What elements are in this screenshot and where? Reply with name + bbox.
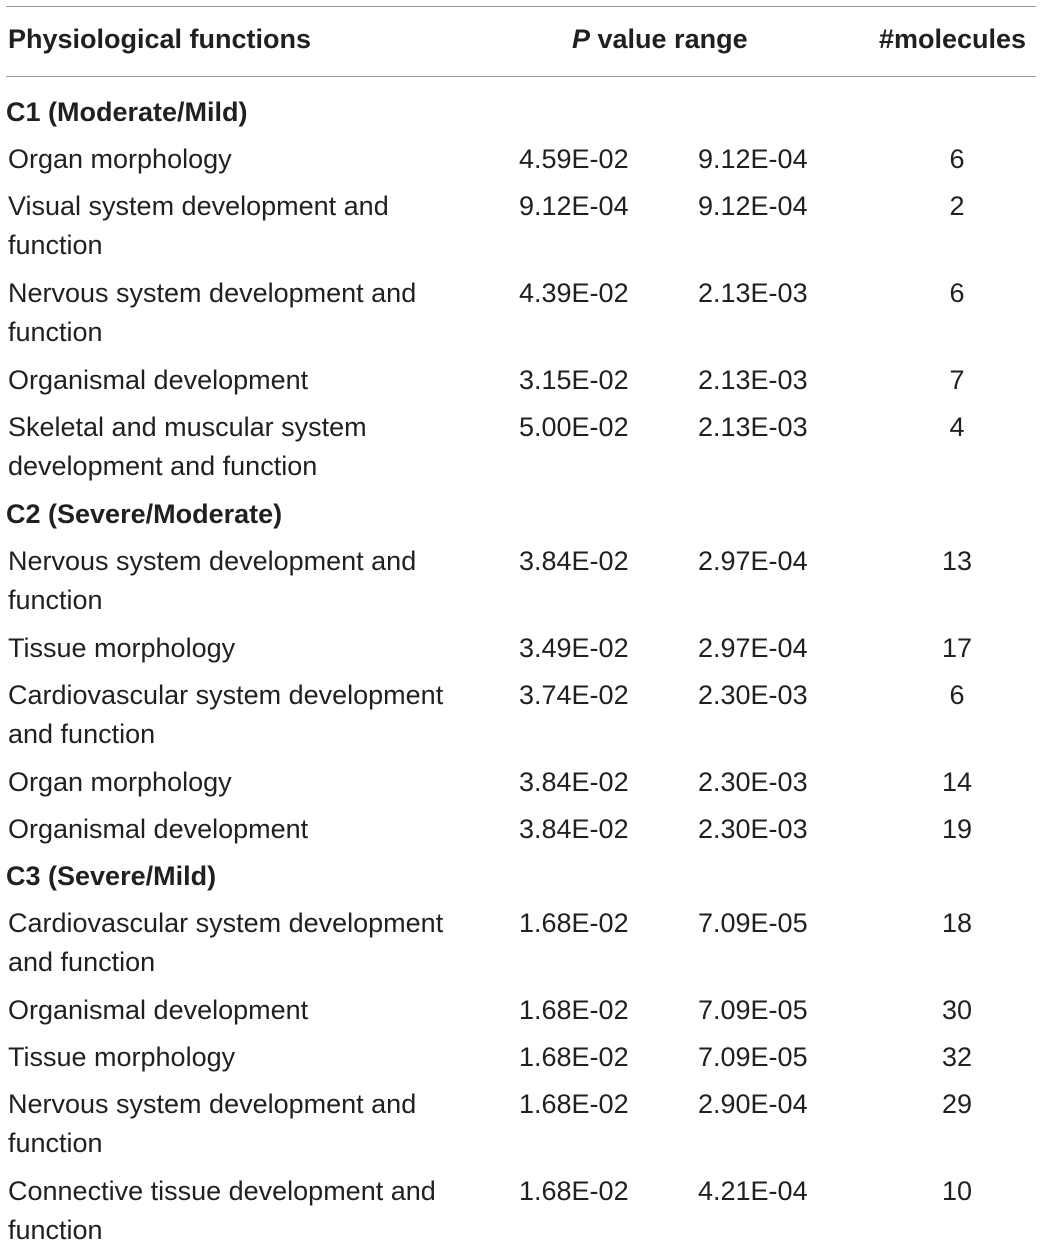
p-value-from-cell: 1.68E-02 bbox=[519, 995, 629, 1025]
function-cell: Skeletal and muscular system development and function bbox=[8, 412, 367, 481]
molecules-cell: 2 bbox=[949, 191, 965, 221]
p-value-from-cell: 1.68E-02 bbox=[519, 908, 629, 938]
molecules-cell: 29 bbox=[941, 1089, 973, 1119]
p-value-to-cell: 2.97E-04 bbox=[698, 546, 808, 576]
p-value-from-cell: 1.68E-02 bbox=[519, 1089, 629, 1119]
table-row bbox=[0, 676, 1042, 763]
function-cell: Organ morphology bbox=[8, 767, 232, 797]
molecules-cell: 32 bbox=[941, 1042, 973, 1072]
table-row bbox=[0, 542, 1042, 629]
molecules-cell: 10 bbox=[941, 1176, 973, 1206]
function-cell: Tissue morphology bbox=[8, 633, 236, 663]
molecules-cell: 6 bbox=[949, 144, 965, 174]
p-value-from-cell: 3.74E-02 bbox=[519, 680, 629, 710]
table-header bbox=[0, 24, 1042, 60]
p-value-from-cell: 3.49E-02 bbox=[519, 633, 629, 663]
p-value-from-cell: 1.68E-02 bbox=[519, 1042, 629, 1072]
p-value-to-cell: 2.13E-03 bbox=[698, 412, 808, 442]
function-cell: Organismal development bbox=[8, 995, 309, 1025]
function-cell: Organismal development bbox=[8, 365, 309, 395]
header-p-rest: value range bbox=[590, 24, 748, 54]
molecules-cell: 13 bbox=[941, 546, 973, 576]
p-value-from-cell: 4.59E-02 bbox=[519, 144, 629, 174]
p-value-to-cell: 4.21E-04 bbox=[698, 1176, 808, 1206]
p-value-to-cell: 2.30E-03 bbox=[698, 767, 808, 797]
table-row bbox=[0, 763, 1042, 810]
function-cell: Connective tissue development and function bbox=[8, 1176, 436, 1245]
p-value-to-cell: 7.09E-05 bbox=[698, 1042, 808, 1072]
p-value-to-cell: 2.13E-03 bbox=[698, 365, 808, 395]
p-value-to-cell: 7.09E-05 bbox=[698, 995, 808, 1025]
table-row bbox=[0, 629, 1042, 676]
p-value-from-cell: 5.00E-02 bbox=[519, 412, 629, 442]
table-row bbox=[0, 1085, 1042, 1172]
table-top-rule bbox=[6, 6, 1036, 7]
p-value-to-cell: 2.30E-03 bbox=[698, 680, 808, 710]
header-p-italic: P bbox=[572, 24, 591, 54]
table-row bbox=[0, 361, 1042, 408]
header-molecules: #molecules bbox=[879, 24, 1027, 54]
molecules-cell: 19 bbox=[941, 814, 973, 844]
table-row bbox=[0, 1038, 1042, 1085]
p-value-from-cell: 9.12E-04 bbox=[519, 191, 629, 221]
table-body bbox=[0, 93, 1042, 1259]
molecules-cell: 14 bbox=[941, 767, 973, 797]
header-p-value-range bbox=[572, 24, 748, 55]
molecules-cell: 6 bbox=[949, 278, 965, 308]
table-row bbox=[0, 991, 1042, 1038]
molecules-cell: 7 bbox=[949, 365, 965, 395]
function-cell: Tissue morphology bbox=[8, 1042, 236, 1072]
molecules-cell: 17 bbox=[941, 633, 973, 663]
p-value-to-cell: 2.97E-04 bbox=[698, 633, 808, 663]
p-value-from-cell: 1.68E-02 bbox=[519, 1176, 629, 1206]
function-cell: Nervous system development and function bbox=[8, 278, 417, 347]
header-physiological-functions: Physiological functions bbox=[8, 24, 312, 54]
molecules-cell: 4 bbox=[949, 412, 965, 442]
group-title: C3 (Severe/Mild) bbox=[6, 861, 217, 891]
p-value-to-cell: 2.90E-04 bbox=[698, 1089, 808, 1119]
function-cell: Nervous system development and function bbox=[8, 546, 417, 615]
p-value-to-cell: 2.13E-03 bbox=[698, 278, 808, 308]
group-title: C2 (Severe/Moderate) bbox=[6, 499, 283, 529]
p-value-to-cell: 9.12E-04 bbox=[698, 144, 808, 174]
p-value-from-cell: 3.84E-02 bbox=[519, 814, 629, 844]
function-cell: Nervous system development and function bbox=[8, 1089, 417, 1158]
p-value-to-cell: 9.12E-04 bbox=[698, 191, 808, 221]
table-header-rule bbox=[6, 76, 1036, 77]
table-row bbox=[0, 274, 1042, 361]
molecules-cell: 30 bbox=[941, 995, 973, 1025]
table-row bbox=[0, 904, 1042, 991]
function-cell: Visual system development and function bbox=[8, 191, 389, 260]
p-value-from-cell: 4.39E-02 bbox=[519, 278, 629, 308]
p-value-to-cell: 2.30E-03 bbox=[698, 814, 808, 844]
table-row bbox=[0, 810, 1042, 857]
table-row bbox=[0, 408, 1042, 495]
function-cell: Cardiovascular system development and function bbox=[8, 908, 444, 977]
function-cell: Cardiovascular system development and function bbox=[8, 680, 444, 749]
molecules-cell: 6 bbox=[949, 680, 965, 710]
table-row bbox=[0, 187, 1042, 274]
table-row bbox=[0, 1172, 1042, 1259]
function-cell: Organ morphology bbox=[8, 144, 232, 174]
group-title: C1 (Moderate/Mild) bbox=[6, 97, 248, 127]
p-value-from-cell: 3.84E-02 bbox=[519, 546, 629, 576]
p-value-to-cell: 7.09E-05 bbox=[698, 908, 808, 938]
molecules-cell: 18 bbox=[941, 908, 973, 938]
function-cell: Organismal development bbox=[8, 814, 309, 844]
table-row bbox=[0, 140, 1042, 187]
p-value-from-cell: 3.15E-02 bbox=[519, 365, 629, 395]
p-value-from-cell: 3.84E-02 bbox=[519, 767, 629, 797]
